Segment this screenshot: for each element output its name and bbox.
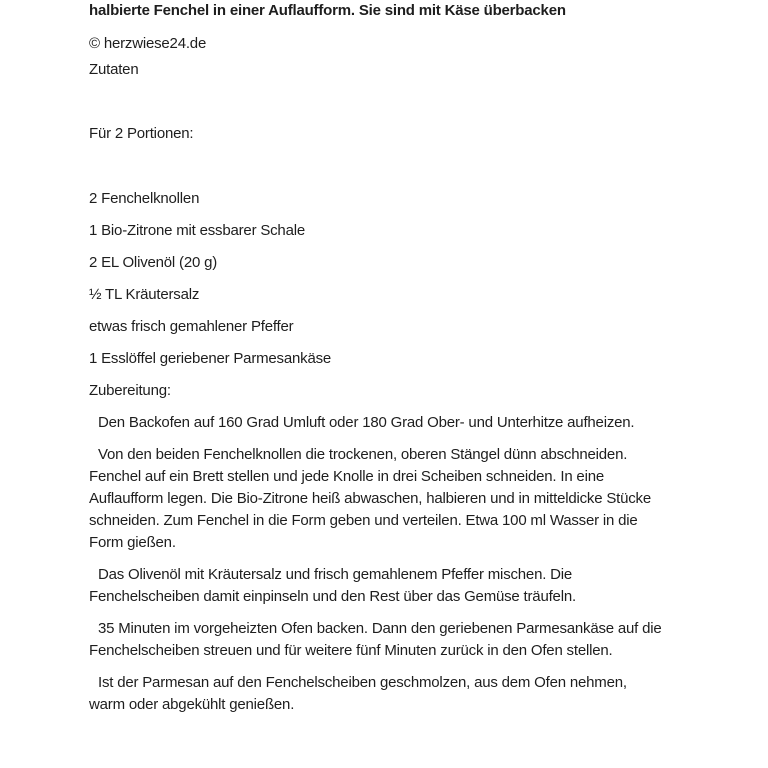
preparation-heading: Zubereitung: bbox=[89, 382, 171, 399]
step-line: Fenchelscheiben damit einpinseln und den Rest über das Gemüse träufeln. bbox=[89, 588, 576, 605]
step-line: Form gießen. bbox=[89, 534, 176, 551]
step-line: Fenchel auf ein Brett stellen und jede Knolle in drei Scheiben schneiden. In eine bbox=[89, 468, 604, 485]
step-line: Das Olivenöl mit Kräutersalz und frisch gemahlenem Pfeffer mischen. Die bbox=[98, 566, 573, 583]
ingredient-item: 1 Bio-Zitrone mit essbarer Schale bbox=[89, 222, 305, 239]
copyright-credit: © herzwiese24.de bbox=[89, 35, 207, 52]
preparation-steps bbox=[89, 412, 698, 716]
ingredient-item: etwas frisch gemahlener Pfeffer bbox=[89, 318, 294, 335]
step-paragraph bbox=[89, 672, 698, 716]
ingredients-heading: Zutaten bbox=[89, 61, 139, 78]
step-line: Ist der Parmesan auf den Fenchelscheiben geschmolzen, aus dem Ofen nehmen, bbox=[98, 674, 627, 691]
ingredients-list bbox=[89, 188, 698, 370]
step-line: Den Backofen auf 160 Grad Umluft oder 180 Grad Ober- und Unterhitze aufheizen. bbox=[98, 414, 635, 431]
step-paragraph bbox=[89, 564, 698, 608]
step-line: 35 Minuten im vorgeheizten Ofen backen. Dann den geriebenen Parmesankäse auf die bbox=[98, 620, 662, 637]
step-line: warm oder abgekühlt genießen. bbox=[89, 696, 295, 713]
image-caption-text: halbierte Fenchel in einer Auflaufform. Sie sind mit Käse überbacken bbox=[89, 2, 566, 19]
step-line: Von den beiden Fenchelknollen die trockenen, oberen Stängel dünn abschneiden. bbox=[98, 446, 628, 463]
step-paragraph bbox=[89, 412, 698, 434]
servings-line: Für 2 Portionen: bbox=[89, 125, 194, 142]
step-line: Fenchelscheiben streuen und für weitere fünf Minuten zurück in den Ofen stellen. bbox=[89, 642, 613, 659]
ingredient-item: 2 Fenchelknollen bbox=[89, 190, 200, 207]
ingredient-item: 2 EL Olivenöl (20 g) bbox=[89, 254, 218, 271]
ingredient-item: ½ TL Kräutersalz bbox=[89, 286, 200, 303]
step-line: Auflaufform legen. Die Bio-Zitrone heiß abwaschen, halbieren und in mitteldicke Stücke bbox=[89, 490, 651, 507]
step-paragraph bbox=[89, 618, 698, 662]
step-line: schneiden. Zum Fenchel in die Form geben und verteilen. Etwa 100 ml Wasser in die bbox=[89, 512, 638, 529]
step-paragraph bbox=[89, 444, 698, 554]
ingredient-item: 1 Esslöffel geriebener Parmesankäse bbox=[89, 350, 332, 367]
